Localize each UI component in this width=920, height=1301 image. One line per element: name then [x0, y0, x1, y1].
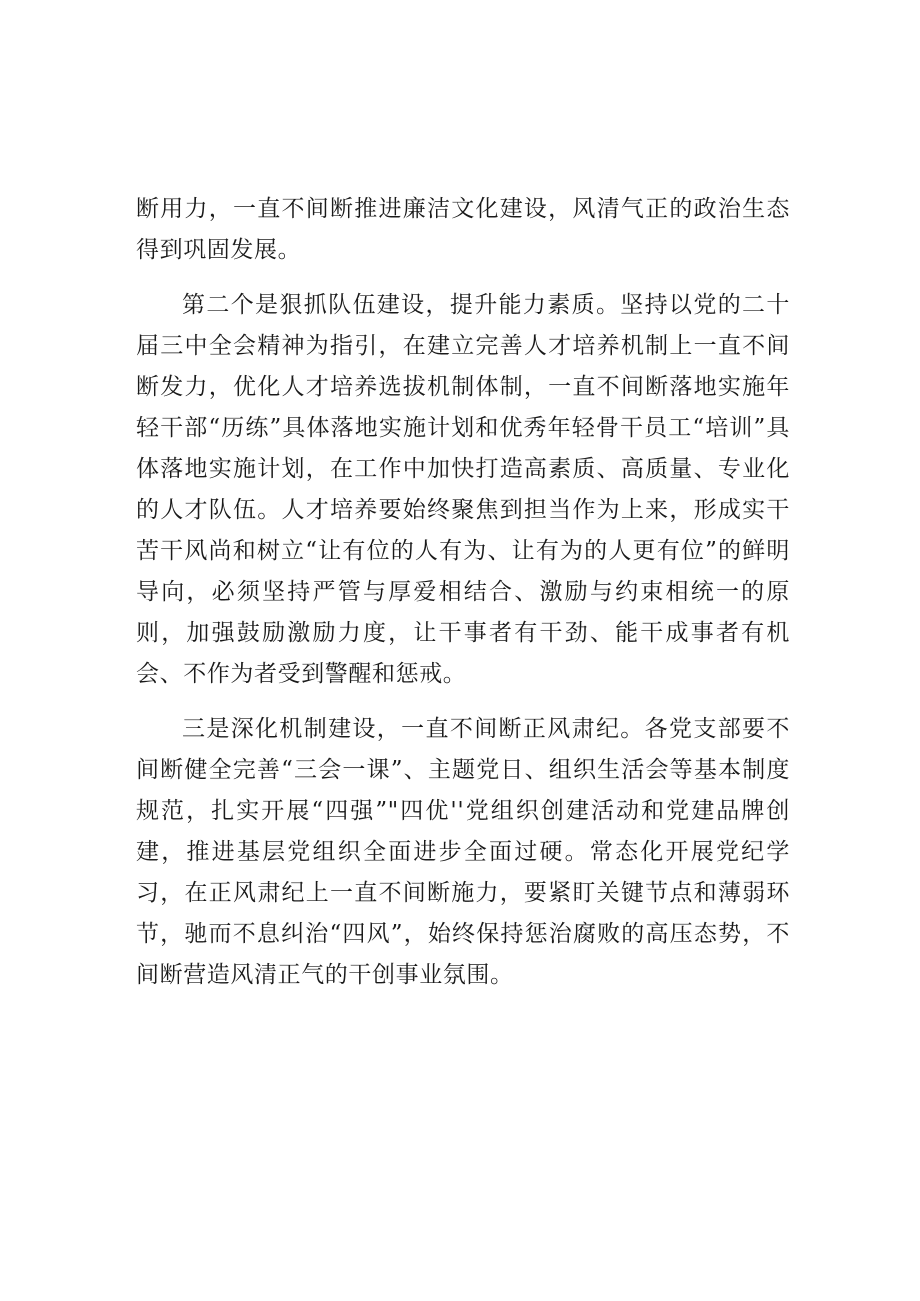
- paragraph-continuation: 断用力，一直不间断推进廉洁文化建设，风清气正的政治生态得到巩固发展。: [136, 196, 790, 263]
- document-body: [136, 189, 790, 1010]
- paragraph-mechanism-building: 三是深化机制建设，一直不间断正风肃纪。各党支部要不间断健全完善“三会一课”、主题党日、组织生活会等基本制度规范，扎实开展“四强”"四优''党组织创建活动和党建品牌创建，推进基层党组织全面进步全面过硬。常态化开展党纪学习，在正风肃纪上一直不间断施力，要紧盯关键节点和薄弱环节，驰而不息纠治“四风”，始终保持惩治腐败的高压态势，不间断营造风清正气的干创事业氛围。: [136, 716, 790, 988]
- paragraph-team-building: 第二个是狠抓队伍建设，提升能力素质。坚持以党的二十届三中全会精神为指引，在建立完善人才培养机制上一直不间断发力，优化人才培养选拔机制体制，一直不间断落地实施年轻干部“历练”具体落地实施计划和优秀年轻骨干员工“培训”具体落地实施计划，在工作中加快打造高素质、高质量、专业化的人才队伍。人才培养要始终聚焦到担当作为上来，形成实干苦干风尚和树立“让有位的人有为、让有为的人更有位”的鲜明导向，必须坚持严管与厚爱相结合、激励与约束相统一的原则，加强鼓励激励力度，让干事者有干劲、能干成事者有机会、不作为者受到警醒和惩戒。: [136, 292, 790, 687]
